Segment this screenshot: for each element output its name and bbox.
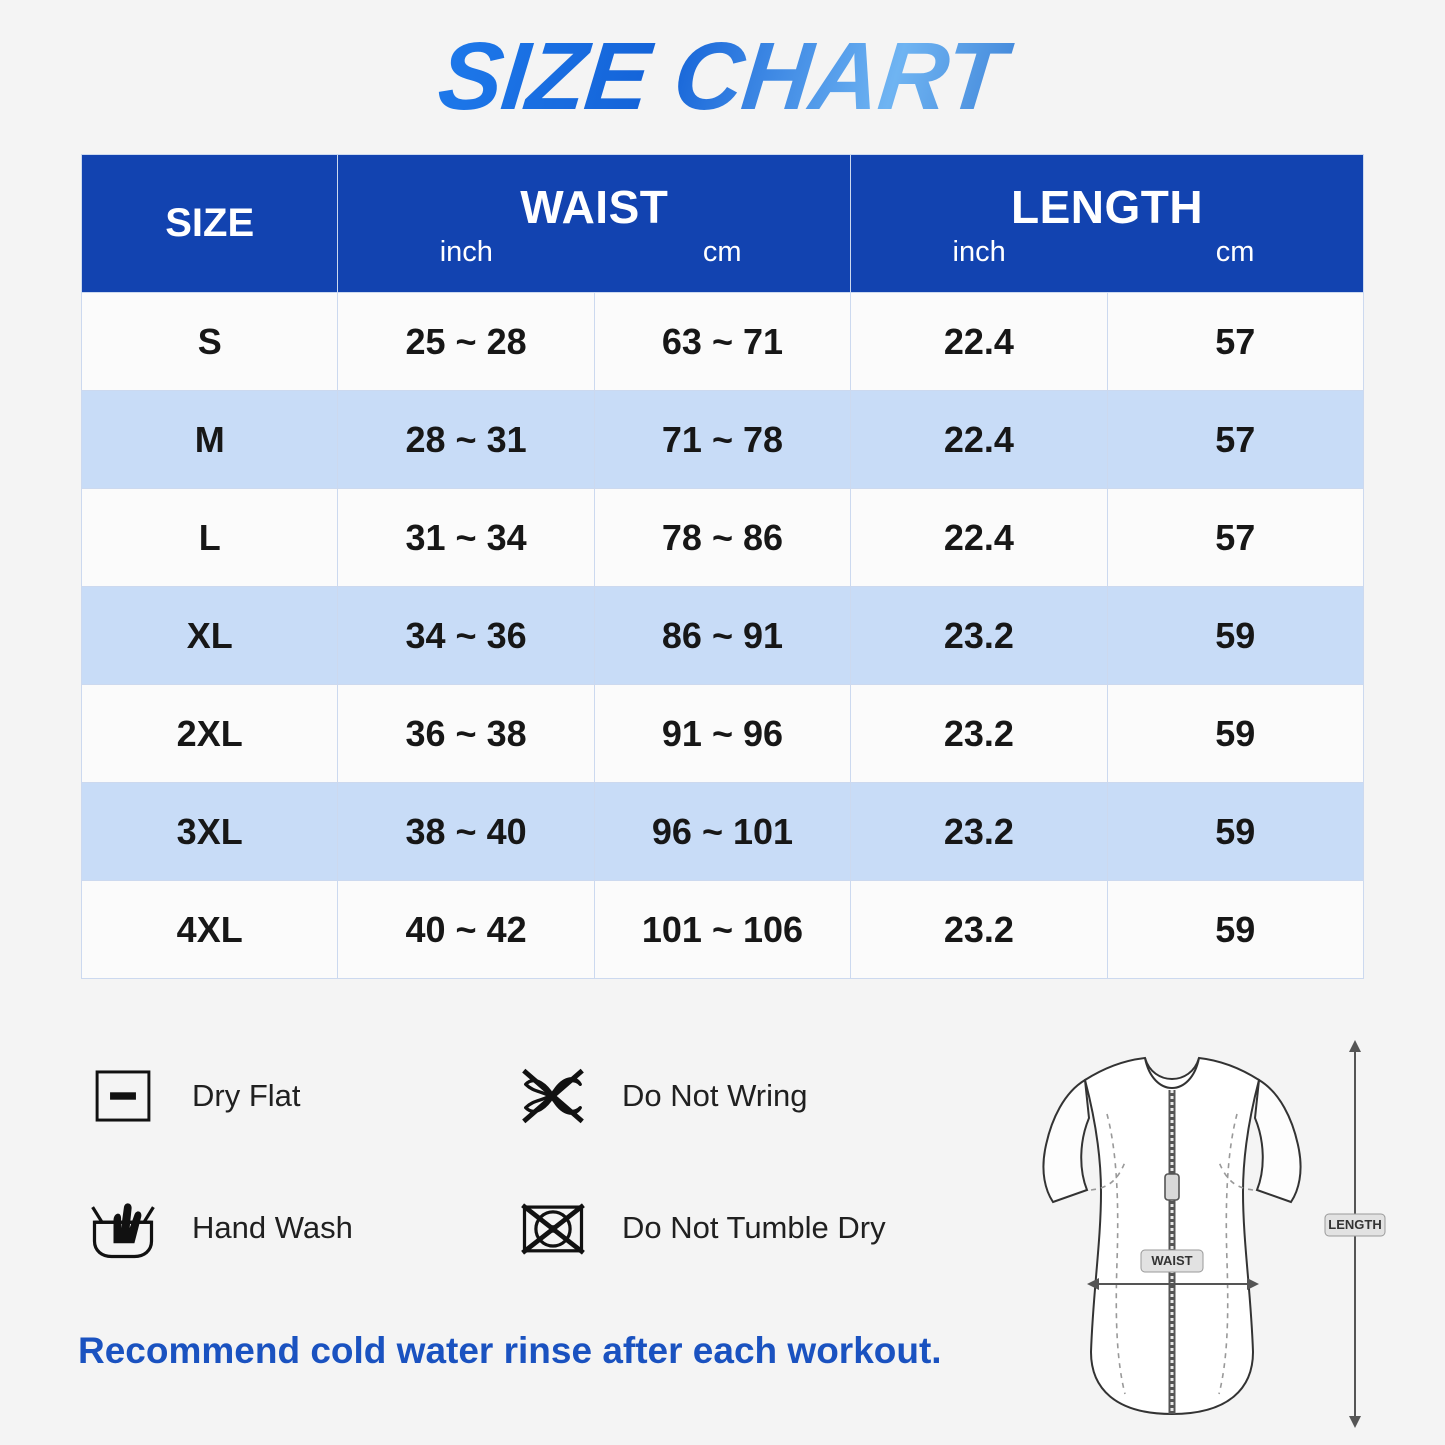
column-header-length-units <box>851 236 1363 289</box>
care-instructions <box>80 1053 980 1317</box>
cell-waist-inch: 38 ~ 40 <box>338 783 594 881</box>
care-row-2 <box>80 1185 980 1271</box>
recommendation-text: Recommend cold water rinse after each workout. <box>78 1330 942 1371</box>
table-row <box>82 783 1364 881</box>
cell-length-cm: 57 <box>1107 391 1363 489</box>
cell-waist-inch: 36 ~ 38 <box>338 685 594 783</box>
table-row <box>82 587 1364 685</box>
cell-length-cm: 59 <box>1107 783 1363 881</box>
cell-waist-inch: 28 ~ 31 <box>338 391 594 489</box>
cell-length-inch: 23.2 <box>851 587 1107 685</box>
cell-length-cm: 59 <box>1107 587 1363 685</box>
column-header-size: SIZE <box>82 155 338 293</box>
cell-size: M <box>82 391 338 489</box>
care-label-dry-flat: Dry Flat <box>192 1078 301 1113</box>
cell-waist-cm: 63 ~ 71 <box>594 293 850 391</box>
cell-waist-cm: 101 ~ 106 <box>594 881 850 979</box>
cell-length-inch: 22.4 <box>851 391 1107 489</box>
table-row <box>82 685 1364 783</box>
cell-waist-cm: 96 ~ 101 <box>594 783 850 881</box>
length-unit-inch: inch <box>952 236 1006 268</box>
cell-size: S <box>82 293 338 391</box>
care-item-hand-wash <box>80 1185 510 1271</box>
care-item-do-not-wring <box>510 1053 940 1139</box>
cell-waist-cm: 86 ~ 91 <box>594 587 850 685</box>
cell-size: 2XL <box>82 685 338 783</box>
cell-waist-cm: 91 ~ 96 <box>594 685 850 783</box>
garment-illustration <box>967 1022 1387 1432</box>
cell-length-inch: 22.4 <box>851 293 1107 391</box>
care-item-dry-flat <box>80 1053 510 1139</box>
size-chart-table <box>81 154 1364 979</box>
cell-length-cm: 59 <box>1107 685 1363 783</box>
cell-length-inch: 23.2 <box>851 881 1107 979</box>
dry-flat-icon <box>80 1053 166 1139</box>
cell-size: 4XL <box>82 881 338 979</box>
cell-waist-cm: 78 ~ 86 <box>594 489 850 587</box>
waist-tag-label: WAIST <box>1151 1253 1193 1268</box>
waist-unit-cm: cm <box>702 236 742 268</box>
cell-length-inch: 23.2 <box>851 783 1107 881</box>
care-label-do-not-tumble-dry: Do Not Tumble Dry <box>622 1210 886 1245</box>
cell-length-inch: 22.4 <box>851 489 1107 587</box>
do-not-wring-icon <box>510 1053 596 1139</box>
cell-size: XL <box>82 587 338 685</box>
cell-size: 3XL <box>82 783 338 881</box>
cell-waist-cm: 71 ~ 78 <box>594 391 850 489</box>
column-header-waist <box>338 155 851 293</box>
column-header-length <box>851 155 1364 293</box>
do-not-tumble-dry-icon <box>510 1185 596 1271</box>
column-header-waist-label: WAIST <box>520 181 669 233</box>
hand-wash-icon <box>80 1185 166 1271</box>
table-row <box>82 293 1364 391</box>
length-unit-cm: cm <box>1215 236 1255 268</box>
cell-waist-inch: 40 ~ 42 <box>338 881 594 979</box>
table-row <box>82 391 1364 489</box>
care-item-do-not-tumble-dry <box>510 1185 940 1271</box>
table-body <box>82 293 1364 979</box>
care-row-1 <box>80 1053 980 1139</box>
care-label-do-not-wring: Do Not Wring <box>622 1078 808 1113</box>
waist-unit-inch: inch <box>439 236 493 268</box>
table-row <box>82 881 1364 979</box>
cell-waist-inch: 31 ~ 34 <box>338 489 594 587</box>
column-header-length-label: LENGTH <box>1011 181 1204 233</box>
cell-length-cm: 57 <box>1107 293 1363 391</box>
cell-length-cm: 59 <box>1107 881 1363 979</box>
cell-waist-inch: 34 ~ 36 <box>338 587 594 685</box>
table-header-row <box>82 155 1364 293</box>
cell-length-cm: 57 <box>1107 489 1363 587</box>
column-header-waist-units <box>338 236 850 289</box>
cell-length-inch: 23.2 <box>851 685 1107 783</box>
size-chart-table-container <box>81 154 1364 979</box>
cell-size: L <box>82 489 338 587</box>
care-label-hand-wash: Hand Wash <box>192 1210 353 1245</box>
length-tag-label: LENGTH <box>1328 1217 1382 1232</box>
cell-waist-inch: 25 ~ 28 <box>338 293 594 391</box>
table-row <box>82 489 1364 587</box>
page-title: SIZE CHART <box>0 0 1445 132</box>
